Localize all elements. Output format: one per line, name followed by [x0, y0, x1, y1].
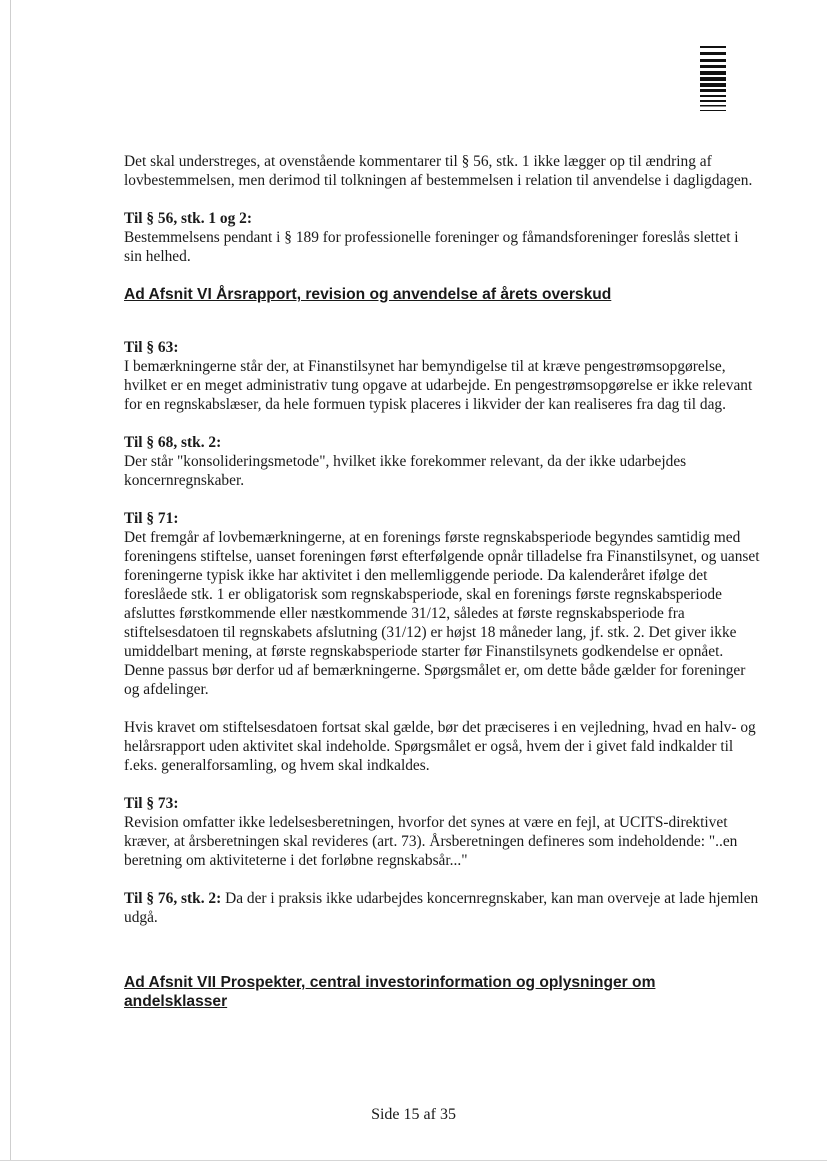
heading-s73: Til § 73:	[124, 795, 179, 812]
heading-s56: Til § 56, stk. 1 og 2:	[124, 210, 252, 227]
page-number: Side 15 af 35	[371, 1106, 456, 1123]
body-s73: Revision omfatter ikke ledelsesberetningen, hvorfor det synes at være en fejl, at UCITS-direktivet kræver, at årsberetningen skal revideres (art. 73). Årsberetningen defineres som indeholdende: "..en beretning om aktiviteterne i det forløbne regnskabsår..."	[124, 814, 738, 869]
paragraph-s76	[124, 889, 760, 927]
body-s56: Bestemmelsens pendant i § 189 for professionelle foreninger og fåmandsforeninger foreslås slettet i sin helhed.	[124, 229, 739, 265]
body-s76: Da der i praksis ikke udarbejdes koncernregnskaber, kan man overveje at lade hjemlen udgå.	[124, 890, 759, 926]
heading-s71: Til § 71:	[124, 510, 179, 527]
page-bottom-edge	[0, 1160, 827, 1161]
section-heading-vii: Ad Afsnit VII Prospekter, central investorinformation og oplysninger om andelsklasser	[124, 974, 656, 1010]
heading-s63: Til § 63:	[124, 339, 179, 356]
body-s71: Det fremgår af lovbemærkningerne, at en forenings første regnskabsperiode begyndes samtidig med foreningens stiftelse, uanset foreningen først efterfølgende opnår tilladelse fra Finanstilsynet, og uanset foreningerne typisk ikke har aktivitet i den mellemliggende periode. Da kalenderåret ifølge det foreslåede stk. 1 er obligatorisk som regnskabsperiode, skal en forenings første regnskabsperiode afsluttes førstkommende eller næstkommende 31/12, således at første regnskabsperiode fra stiftelsesdatoen til regnskabets afslutning (31/12) er højst 18 måneder lang, jf. stk. 2. Det giver ikke umiddelbart mening, at første regnskabsperiode starter før Finanstilsynets godkendelse er opnået. Denne passus bør derfor ud af bemærkningerne. Spørgsmålet er, om dette både gælder for foreninger og afdelinger.	[124, 529, 760, 698]
heading-s68: Til § 68, stk. 2:	[124, 434, 222, 451]
intro-paragraph: Det skal understreges, at ovenstående kommentarer til § 56, stk. 1 ikke lægger op til ændring af lovbestemmelsen, men derimod til tolkningen af bestemmelsen i relation til anvendelse i dagligdagen.	[124, 153, 753, 189]
striped-logo-icon	[700, 46, 726, 112]
section-heading-vi: Ad Afsnit VI Årsrapport, revision og anvendelse af årets overskud	[124, 286, 612, 303]
body-s68: Der står "konsolideringsmetode", hvilket ikke forekommer relevant, da der ikke udarbejdes koncernregnskaber.	[124, 453, 687, 489]
heading-s76: Til § 76, stk. 2:	[124, 890, 222, 907]
page-left-edge	[10, 0, 11, 1160]
body-s63: I bemærkningerne står der, at Finanstilsynet har bemyndigelse til at kræve pengestrømsopgørelse, hvilket er en meget administrativ tung opgave at udarbejde. En pengestrømsopgørelse er ikke relevant for en regnskabslæser, da hele formuen typisk placeres i likvider der kan realiseres fra dag til dag.	[124, 358, 753, 413]
body-s71-extra: Hvis kravet om stiftelsesdatoen fortsat skal gælde, bør det præciseres i en vejledning, hvad en halv- og helårsrapport uden aktivitet skal indeholde. Spørgsmålet er også, hvem der i givet fald indkalder til f.eks. generalforsamling, og hvem skal indkaldes.	[124, 719, 756, 774]
document-body	[124, 152, 760, 1011]
